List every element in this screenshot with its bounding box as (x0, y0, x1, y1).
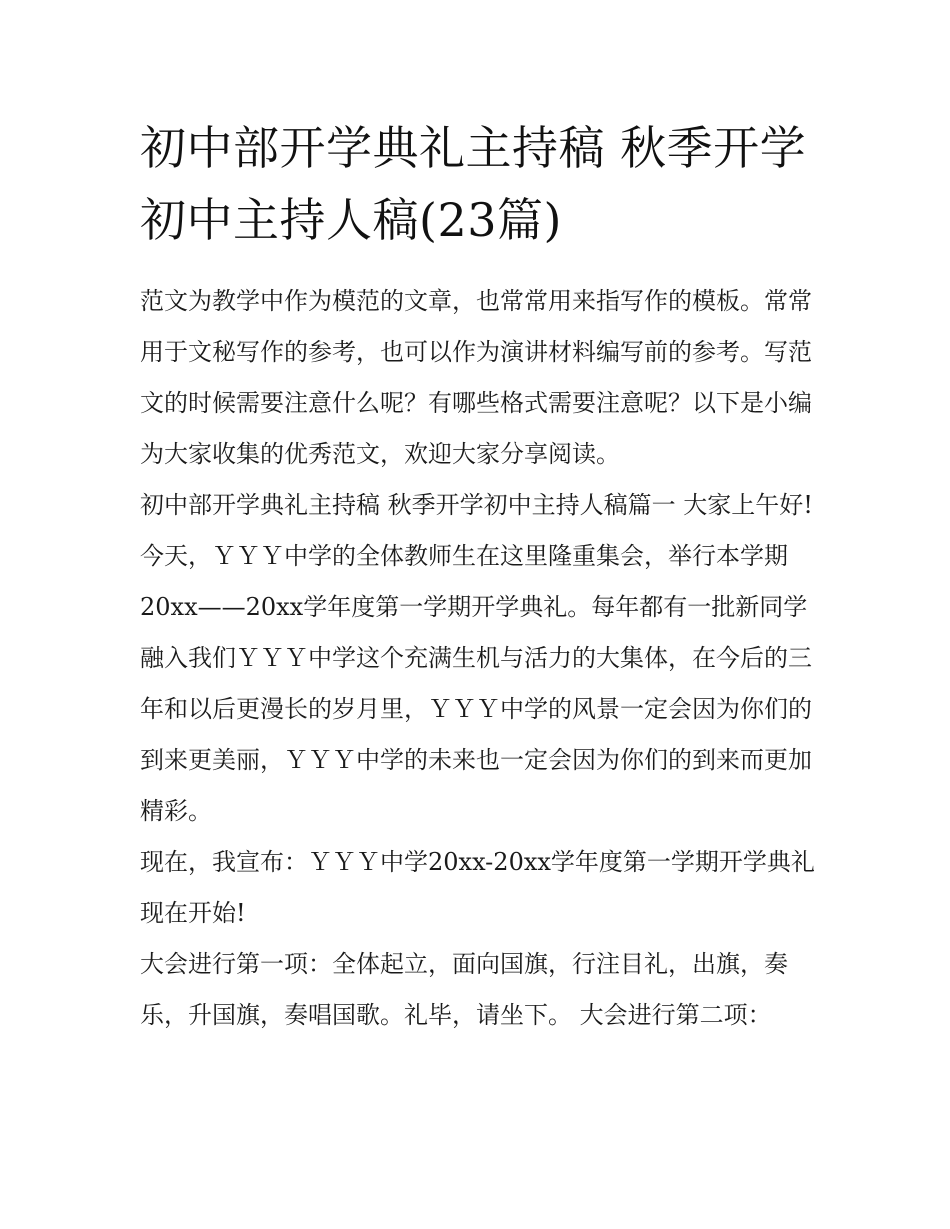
document-title: 初中部开学典礼主持稿 秋季开学初中主持人稿(23篇) (140, 121, 807, 247)
paragraph-intro: 范文为教学中作为模范的文章，也常常用来指写作的模板。常常用于文秘写作的参考，也可以作为演讲材料编写前的参考。写范文的时候需要注意什么呢？有哪些格式需要注意呢？以下是小编为大家收集的优秀范文，欢迎大家分享阅读。 (140, 287, 812, 468)
document-page (140, 112, 820, 1041)
paragraph-item-one: 大会进行第一项：全体起立，面向国旗，行注目礼，出旗，奏乐，升国旗，奏唱国歌。礼毕，请坐下。 大会进行第二项： (140, 950, 788, 1029)
paragraph-announcement: 现在，我宣布：ＹＹＹ中学20xx-20xx学年度第一学期开学典礼现在开始! (140, 848, 815, 927)
paragraph-opening: 今天，ＹＹＹ中学的全体教师生在这里隆重集会，举行本学期20xx——20xx学年度第一学期开学典礼。每年都有一批新同学融入我们ＹＹＹ中学这个充满生机与活力的大集体，在今后的三年和以后更漫长的岁月里，ＹＹＹ中学的风景一定会因为你们的到来更美丽，ＹＹＹ中学的未来也一定会因为你们的到来而更加精彩。 (140, 542, 812, 825)
paragraph-greeting: 初中部开学典礼主持稿 秋季开学初中主持人稿篇一 大家上午好! (140, 491, 813, 519)
